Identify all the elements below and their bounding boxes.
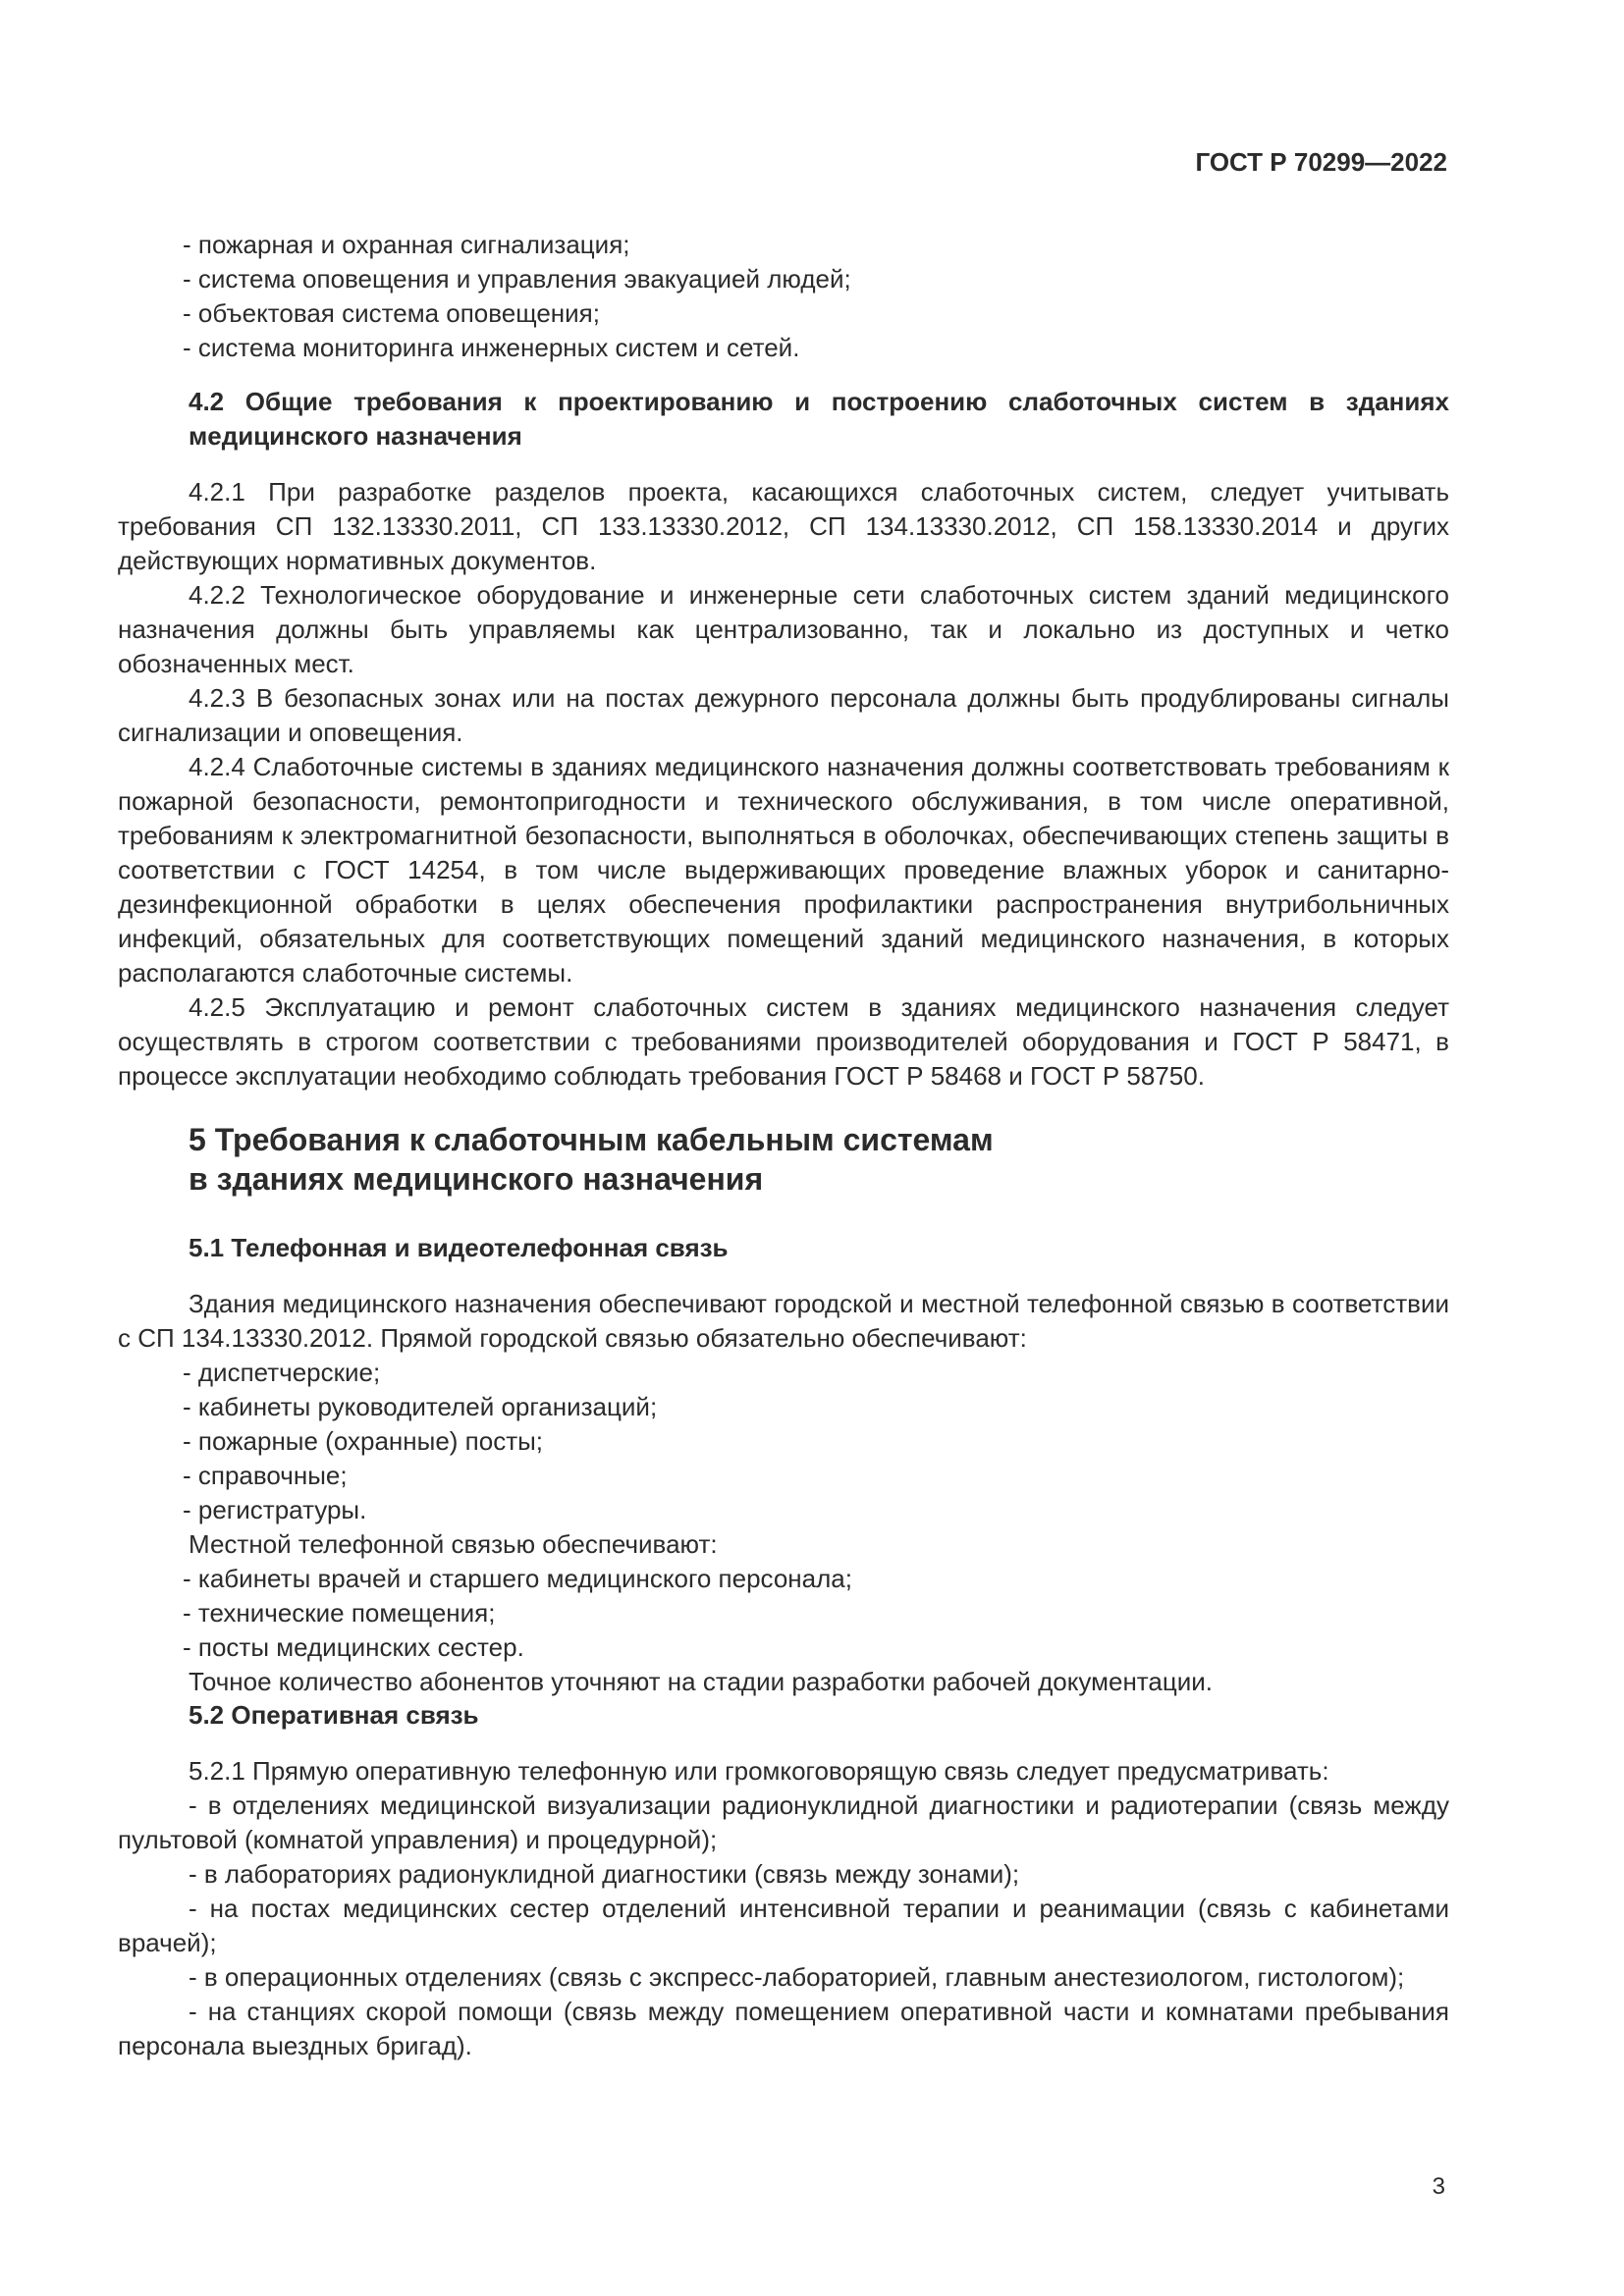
- paragraph: Местной телефонной связью обеспечивают:: [189, 1529, 718, 1559]
- list-item: - технические помещения;: [183, 1598, 496, 1628]
- section-4-2: [118, 385, 1449, 1094]
- intro-list: [118, 228, 1449, 365]
- list-item: - диспетчерские;: [183, 1358, 381, 1387]
- clause-4-2-4: 4.2.4 Слаботочные системы в зданиях медицинского назначения должны соответствовать требованиям к пожарной безопасности, ремонтопригодности и технического обслуживания, в том числе оперативной, требованиям к электромагнитной безопасности, выполняться в оболочках, обеспечивающих степень защиты в соответствии с ГОСТ 14254, в том числе выдерживающих проведение влажных уборок и санитарно-дезинфекционной обработки в целях обеспечения профилактики распространения внутрибольничных инфекций, обязательных для соответствующих помещений зданий медицинского назначения, в которых располагаются слаботочные системы.: [118, 752, 1449, 988]
- list-item: - регистратуры.: [183, 1495, 367, 1524]
- list-item: - в операционных отделениях (связь с экспресс-лабораторией, главным анестезиологом, гистологом);: [189, 1962, 1405, 1992]
- section-heading-5-line1: 5 Требования к слаботочным кабельным системам: [189, 1122, 994, 1157]
- list-item: - в лабораториях радионуклидной диагностики (связь между зонами);: [189, 1859, 1020, 1889]
- section-heading-5-2: 5.2 Оперативная связь: [189, 1700, 479, 1730]
- list-item: - на станциях скорой помощи (связь между помещением оперативной части и комнатами пребывания персонала выездных бригад).: [118, 1997, 1449, 2060]
- section-heading-5-line2: в зданиях медицинского назначения: [189, 1161, 764, 1197]
- document-standard-number: ГОСТ Р 70299—2022: [1195, 147, 1447, 177]
- list-item: - пожарные (охранные) посты;: [183, 1426, 544, 1456]
- paragraph: Здания медицинского назначения обеспечивают городской и местной телефонной связью в соответствии с СП 134.13330.2012. Прямой городской связью обязательно обеспечивают:: [118, 1289, 1449, 1353]
- section-5-1: [118, 1231, 1449, 1699]
- list-item: - кабинеты руководителей организаций;: [183, 1392, 658, 1421]
- section-5: [118, 1120, 1449, 1199]
- page-number: 3: [1432, 2173, 1445, 2200]
- list-item: - посты медицинских сестер.: [183, 1632, 524, 1662]
- list-item: - пожарная и охранная сигнализация;: [183, 230, 630, 259]
- clause-4-2-2: 4.2.2 Технологическое оборудование и инженерные сети слаботочных систем зданий медицинского назначения должны быть управляемы как централизованно, так и локально из доступных и четко обозначенных мест.: [118, 580, 1449, 678]
- clause-4-2-3: 4.2.3 В безопасных зонах или на постах дежурного персонала должны быть продублированы сигналы сигнализации и оповещения.: [118, 683, 1449, 747]
- clause-4-2-1: 4.2.1 При разработке разделов проекта, касающихся слаботочных систем, следует учитывать требования СП 132.13330.2011, СП 133.13330.2012, СП 134.13330.2012, СП 158.13330.2014 и других действующих нормативных документов.: [118, 477, 1449, 575]
- section-heading-4-2: 4.2 Общие требования к проектированию и построению слаботочных систем в зданиях медицинского назначения: [189, 387, 1449, 451]
- paragraph: Точное количество абонентов уточняют на стадии разработки рабочей документации.: [189, 1667, 1214, 1696]
- list-item: - в отделениях медицинской визуализации радионуклидной диагностики и радиотерапии (связь между пультовой (комнатой управления) и процедурной);: [118, 1790, 1449, 1854]
- section-5-2: [118, 1698, 1449, 2063]
- list-item: - на постах медицинских сестер отделений интенсивной терапии и реанимации (связь с кабинетами врачей);: [118, 1894, 1449, 1957]
- list-item: - система мониторинга инженерных систем и сетей.: [183, 333, 800, 362]
- clause-5-2-1: 5.2.1 Прямую оперативную телефонную или громкоговорящую связь следует предусматривать:: [189, 1756, 1329, 1786]
- list-item: - кабинеты врачей и старшего медицинского персонала;: [183, 1564, 852, 1593]
- section-heading-5-1: 5.1 Телефонная и видеотелефонная связь: [189, 1233, 729, 1262]
- clause-4-2-5: 4.2.5 Эксплуатацию и ремонт слаботочных систем в зданиях медицинского назначения следует осуществлять в строгом соответствии с требованиями производителей оборудования и ГОСТ Р 58471, в процессе эксплуатации необходимо соблюдать требования ГОСТ Р 58468 и ГОСТ Р 58750.: [118, 992, 1449, 1091]
- list-item: - система оповещения и управления эвакуацией людей;: [183, 264, 851, 294]
- list-item: - объектовая система оповещения;: [183, 298, 600, 328]
- list-item: - справочные;: [183, 1461, 348, 1490]
